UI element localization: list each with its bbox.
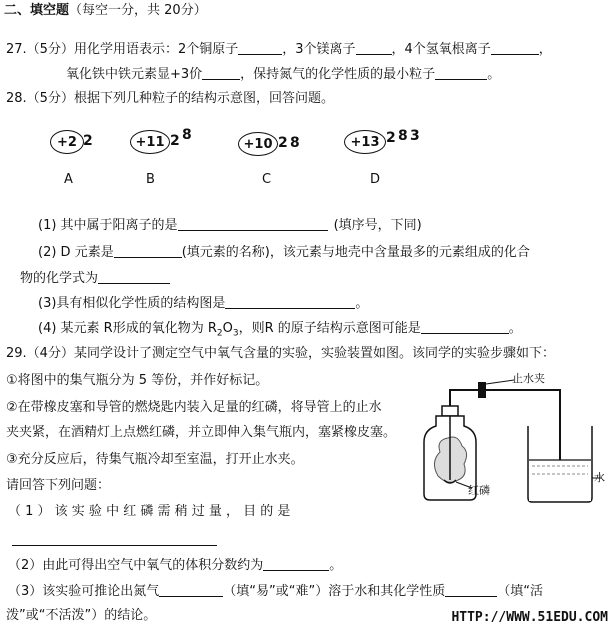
q27-text: 氧化铁中铁元素显+3价 <box>66 67 203 82</box>
q29-step2: ②在带橡皮塞和导管的燃烧匙内装入足量的红磷，将导管上的止水 <box>6 400 382 415</box>
apparatus-drawing <box>410 368 610 508</box>
q28-text: 。 <box>355 296 369 311</box>
subscript: 2 <box>216 328 223 339</box>
q29-stem: 29.（4分）某同学设计了测定空气中氧气含量的实验，实验装置如图。该同学的实验步骤如下： <box>6 346 555 361</box>
answer-blank[interactable] <box>98 270 170 284</box>
q27-text: 。 <box>487 67 501 82</box>
q28-text: (1) 其中属于阳离子的是 <box>38 218 178 233</box>
q29-sub1-blank-row <box>12 532 217 549</box>
clamp-label: 止水夹 <box>512 372 545 385</box>
water-clamp <box>478 382 486 398</box>
subscript: 3 <box>232 328 239 339</box>
phosphorus-label: 红磷 <box>468 484 490 497</box>
answer-blank[interactable] <box>159 583 223 597</box>
q29-text: （2）由此可得出空气中氧气的体积分数约为 <box>8 558 264 573</box>
q29-step3: ③充分反应后，待集气瓶冷却至室温，打开止水夹。 <box>6 452 304 467</box>
nucleus-circle: +10 <box>238 132 278 156</box>
shell-electrons: 2 <box>170 133 180 149</box>
q28-text: (2) D 元素是 <box>38 245 114 260</box>
q28-sub2 <box>38 244 530 261</box>
q29-sub3 <box>8 583 543 600</box>
atom-diagram-c <box>238 126 318 186</box>
diagram-label: B <box>146 172 155 187</box>
q29-sub2 <box>8 557 342 574</box>
q28-sub2-cont <box>20 270 170 287</box>
q29-text: 。 <box>329 558 343 573</box>
apparatus-diagram <box>410 368 610 508</box>
q29-text: （3）该实验可推论出氮气 <box>8 584 160 599</box>
shell-electrons: 2 <box>278 135 288 151</box>
q29-step1: ①将图中的集气瓶分为 5 等份，并作好标记。 <box>6 373 269 388</box>
q28-text: 物的化学式为 <box>20 271 99 286</box>
answer-blank[interactable] <box>202 66 240 80</box>
q29-sub1: （ 1 ） 该 实 验 中 红 磷 需 稍 过 量 ， 目 的 是 <box>8 504 291 519</box>
q28-text: (填序号，下同) <box>333 218 422 233</box>
nucleus-circle: +13 <box>344 130 386 154</box>
shell-electrons: 8 <box>182 127 192 143</box>
q28-text: (4) 某元素 R形成的氧化物为 R <box>38 321 217 336</box>
q27-text: ，4个氢氧根离子 <box>391 42 491 57</box>
q29-text: （填“易”或“难”）溶于水和其化学性质 <box>223 584 446 599</box>
answer-blank[interactable] <box>225 295 355 309</box>
q27-line2 <box>66 66 500 83</box>
answer-blank[interactable] <box>435 66 487 80</box>
q28-stem: 28.（5分）根据下列几种粒子的结构示意图，回答问题。 <box>6 91 334 106</box>
q29-text: （填“活 <box>497 584 543 599</box>
q28-text: (3)具有相似化学性质的结构图是 <box>38 296 226 311</box>
atom-diagram-b <box>130 126 210 186</box>
diagram-label: A <box>64 172 73 187</box>
answer-blank[interactable] <box>491 41 539 55</box>
nucleus-circle: +11 <box>130 130 170 154</box>
shell-electrons: 8 <box>290 135 300 151</box>
shell-electrons: 2 <box>386 130 396 146</box>
answer-blank[interactable] <box>12 532 217 546</box>
q27-text: ，3个镁离子 <box>282 42 356 57</box>
q29-answer-prompt: 请回答下列问题： <box>6 478 111 493</box>
q27-line1 <box>6 41 552 58</box>
shell-electrons: 2 <box>83 133 93 149</box>
q27-text: 27.（5分）用化学用语表示：2个铜原子 <box>6 42 239 57</box>
q27-text: ，保持氮气的化学性质的最小粒子 <box>240 67 436 82</box>
section-title: 二、填空题 <box>4 3 70 18</box>
q27-text: ， <box>538 42 552 57</box>
q28-text: O <box>222 321 233 336</box>
shell-electrons: 8 <box>398 128 408 144</box>
diagram-label: D <box>370 172 381 187</box>
answer-blank[interactable] <box>178 217 328 231</box>
answer-blank[interactable] <box>421 320 509 334</box>
section-note: （每空一分，共 20分） <box>69 3 207 18</box>
answer-blank[interactable] <box>263 557 329 571</box>
atom-diagram-d <box>344 124 434 186</box>
watermark: HTTP://WWW.51EDU.COM <box>451 610 608 625</box>
q28-text: (填元素的名称)，该元素与地壳中含量最多的元素组成的化合 <box>181 245 530 260</box>
q28-text: ，则R 的原子结构示意图可能是 <box>238 321 421 336</box>
nucleus-circle: +2 <box>50 130 84 154</box>
answer-blank[interactable] <box>114 244 182 258</box>
rubber-stopper <box>442 406 458 416</box>
answer-blank[interactable] <box>238 41 282 55</box>
q28-sub4 <box>38 320 522 342</box>
q28-text: 。 <box>508 321 522 336</box>
water-label: 水 <box>594 471 605 484</box>
answer-blank[interactable] <box>445 583 497 597</box>
shell-electrons: 3 <box>410 128 420 144</box>
atom-diagram-a <box>50 126 120 186</box>
q28-sub1 <box>38 217 422 234</box>
diagram-label: C <box>262 172 272 187</box>
q29-step2-cont: 夹夹紧，在酒精灯上点燃红磷，并立即伸入集气瓶内，塞紧橡皮塞。 <box>6 425 397 440</box>
q28-sub3 <box>38 295 368 312</box>
answer-blank[interactable] <box>356 41 392 55</box>
section-heading <box>4 3 207 19</box>
q29-sub3-cont: 泼”或“不活泼”）的结论。 <box>6 608 157 623</box>
